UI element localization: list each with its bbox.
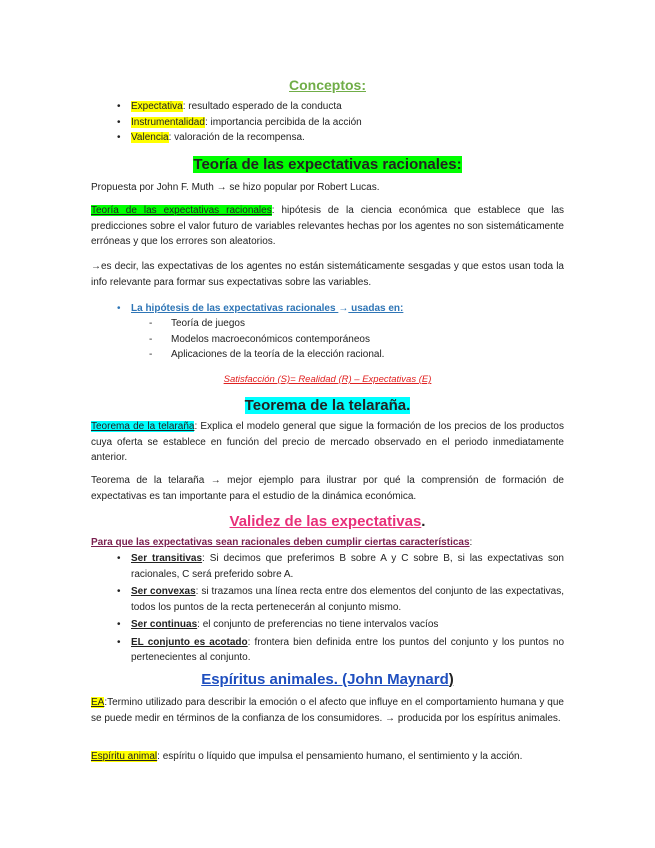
list-item: • EL conjunto es acotado: frontera bien definida entre los puntos del conjunto y los puntos no pertenecientes al conjunto.	[117, 636, 565, 663]
validez-term: Ser convexas	[131, 586, 196, 597]
telarana-heading	[91, 396, 564, 416]
espiritus-title: Espíritus animales. (John Maynard	[201, 671, 449, 688]
teoria-propuesta: Propuesta por John F. Muth → se hizo popular por Robert Lucas.	[91, 182, 380, 193]
teoria-title: Teoría de las expectativas racionales:	[193, 156, 462, 173]
conceptos-heading	[91, 78, 564, 96]
uso-text: Teoría de juegos	[171, 318, 245, 329]
validez-text: : Si decimos que preferimos B sobre A y C sobre B, si las expectativas son racionales, C será preferido sobre A.	[131, 553, 564, 580]
concept-text: : importancia percibida de la acción	[204, 116, 362, 128]
animal-text: : espíritu o líquido que impulsa el pensamiento humano, el sentimiento y la acción.	[157, 751, 523, 762]
teoria-def-term: Teoría de las expectativas racionales	[91, 205, 272, 216]
teoria-definition	[91, 203, 564, 250]
teoria-heading	[91, 155, 564, 175]
concept-term: Valencia	[131, 132, 169, 143]
list-item: • Expectativa: resultado esperado de la conducta	[117, 101, 342, 112]
list-item: - Teoría de juegos	[149, 318, 245, 329]
list-item: • La hipótesis de las expectativas racionales → usadas en:	[117, 303, 404, 314]
ea-term: EA	[91, 697, 105, 708]
espiritus-title-close: )	[448, 671, 454, 688]
validez-subtitle	[91, 535, 564, 551]
concept-term: Instrumentalidad	[131, 116, 205, 128]
telarana-title: Teorema de la telaraña.	[244, 397, 411, 414]
list-item: • Ser continuas: el conjunto de preferencias no tiene intervalos vacíos	[117, 619, 439, 630]
uso-text: Modelos macroeconómicos contemporáneos	[171, 333, 370, 345]
espiritus-ea	[91, 695, 564, 726]
list-item: • Instrumentalidad: importancia percibida de la acción	[117, 116, 362, 128]
validez-text: : frontera bien definida entre los puntos del conjunto y los puntos no pertenecientes al conjunto.	[131, 636, 565, 663]
validez-term: EL conjunto es acotado	[131, 636, 248, 648]
validez-subtitle-text: Para que las expectativas sean racionales deben cumplir ciertas características	[91, 537, 470, 548]
list-item: - Aplicaciones de la teoría de la elección racional.	[149, 349, 385, 360]
concept-text: : valoración de la recompensa.	[168, 132, 305, 143]
uso-text: Aplicaciones de la teoría de la elección racional.	[171, 349, 385, 360]
validez-term: Ser continuas	[131, 619, 198, 630]
espiritus-heading	[91, 672, 564, 690]
validez-term: Ser transitivas	[131, 553, 203, 564]
ea-text: :Termino utilizado para describir la emoción o el afecto que influye en el comportamiento humana y que se puede medir en términos de la confianza de los consumidores. → producida por los espíritus animales.	[91, 697, 564, 724]
validez-list	[91, 551, 564, 666]
espiritus-animal	[91, 749, 564, 765]
validez-title: Validez de las expectativas	[229, 513, 422, 530]
list-item: • Valencia: valoración de la recompensa.	[117, 132, 305, 143]
telarana-def-term: Teorema de la telaraña	[91, 421, 195, 432]
validez-text: : si trazamos una línea recta entre dos elementos del conjunto de las expectativas, todos los puntos de la recta pertenecerán al conjunto mismo.	[131, 586, 564, 613]
teoria-es-decir: →es decir, las expectativas de los agentes no están sistemáticamente sesgadas y que estos usan toda la info relevante para formar sus expectativas sobre las variables.	[91, 261, 564, 288]
validez-text: : el conjunto de preferencias no tiene intervalos vacíos	[197, 619, 439, 630]
telarana-def-text: : Explica el modelo general que sigue la formación de los precios de los productos cuya oferta se establece en función del precio de mercado observado en el periodo inmediatamente anterior.	[91, 421, 564, 463]
validez-subtitle-colon: :	[469, 537, 473, 548]
formula: Satisfacción (S)= Realidad (R) – Expectativas (E)	[223, 374, 432, 385]
hipotesis-used: usadas en:	[348, 303, 404, 314]
list-item: - Modelos macroeconómicos contemporáneos	[149, 333, 370, 345]
arrow-icon: →	[338, 303, 349, 314]
validez-heading	[91, 514, 564, 532]
list-item: • Ser transitivas: Si decimos que preferimos B sobre A y C sobre B, si las expectativas son racionales, C será preferido sobre A.	[117, 553, 564, 580]
validez-title-dot: .	[421, 513, 426, 530]
list-item: • Ser convexas: si trazamos una línea recta entre dos elementos del conjunto de las expectativas, todos los puntos de la recta pertenecerán al conjunto mismo.	[117, 586, 564, 613]
concept-text: : resultado esperado de la conducta	[182, 101, 342, 112]
telarana-definition	[91, 419, 564, 466]
conceptos-title: Conceptos:	[289, 77, 366, 93]
hipotesis-label: La hipótesis de las expectativas racionales	[131, 303, 339, 314]
animal-term: Espíritu animal	[91, 751, 158, 762]
formula-line	[91, 372, 564, 388]
hipotesis-list	[91, 301, 564, 317]
telarana-ejemplo: Teorema de la telaraña → mejor ejemplo para ilustrar por qué la comprensión de formación de expectativas es tan importante para el estudio de la dinámica económica.	[91, 475, 564, 502]
teoria-def-text: : hipótesis de la ciencia económica que establece que las predicciones sobre el valor futuro de variables relevantes hechas por los agentes no son sistemáticamente erróneas y que los errores son aleatorios.	[91, 205, 565, 247]
conceptos-list	[91, 99, 564, 146]
concept-term: Expectativa	[131, 101, 183, 112]
usos-list	[91, 316, 564, 363]
